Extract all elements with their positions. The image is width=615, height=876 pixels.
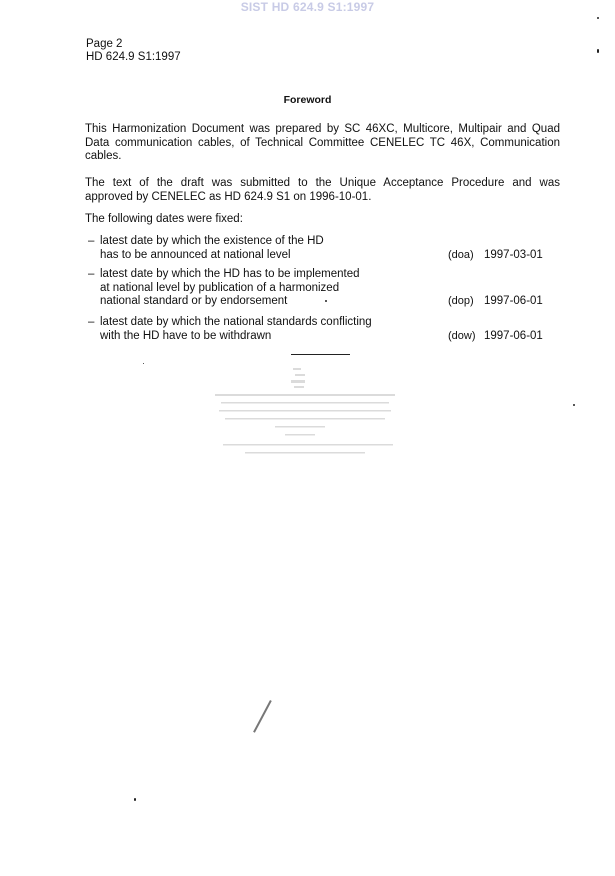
watermark-document-id: SIST HD 624.9 S1:1997 — [240, 0, 375, 14]
description-line: national standard or by endorsement — [100, 295, 288, 307]
description-line: latest date by which the national standards conflicting — [100, 316, 372, 328]
page-header — [86, 38, 181, 64]
date-code: (dop) — [448, 295, 474, 307]
date-item-dow — [88, 316, 553, 343]
foreword-paragraph-2 — [85, 177, 560, 204]
date-value: 1997-06-01 — [484, 329, 543, 342]
section-title: Foreword — [283, 94, 332, 106]
paragraph-line: Data communication cables, of Technical Committee CENELEC TC 46X, Communication — [85, 136, 560, 149]
scan-speck-icon — [597, 49, 599, 53]
scan-speck-icon — [597, 17, 599, 19]
paragraph-line: The text of the draft was submitted to the Unique Acceptance Procedure and was — [85, 177, 560, 189]
date-item-dop — [88, 268, 553, 309]
dash-bullet-icon: – — [88, 316, 95, 328]
faint-stamp-bleedthrough-icon — [215, 360, 395, 465]
scan-speck-icon — [143, 363, 144, 364]
pen-mark-icon — [253, 700, 272, 733]
description-line: with the HD have to be withdrawn — [100, 329, 272, 342]
scan-speck-icon — [573, 404, 575, 406]
section-end-rule — [291, 354, 350, 355]
description-line: latest date by which the HD has to be implemented — [100, 268, 360, 280]
description-line: latest date by which the existence of the HD — [100, 235, 324, 247]
date-value: 1997-06-01 — [484, 295, 543, 307]
paragraph-line: This Harmonization Document was prepared by SC 46XC, Multicore, Multipair and Quad — [85, 123, 560, 135]
dates-intro: The following dates were fixed: — [85, 213, 243, 225]
paragraph-line: cables. — [85, 150, 122, 162]
paragraph-line: approved by CENELEC as HD 624.9 S1 on 1996-10-01. — [85, 190, 372, 203]
dash-bullet-icon: – — [88, 235, 95, 247]
date-value: 1997-03-01 — [484, 248, 543, 261]
date-code: (doa) — [448, 248, 474, 261]
document-id: HD 624.9 S1:1997 — [86, 51, 181, 63]
page-number: Page 2 — [86, 38, 123, 50]
scan-speck-icon — [325, 300, 327, 302]
date-code: (dow) — [448, 329, 476, 342]
date-item-doa — [88, 235, 553, 262]
description-line: has to be announced at national level — [100, 248, 291, 261]
scan-speck-icon — [134, 798, 136, 801]
dash-bullet-icon: – — [88, 268, 95, 280]
foreword-paragraph-1 — [85, 123, 560, 164]
description-line: at national level by publication of a harmonized — [100, 281, 340, 294]
